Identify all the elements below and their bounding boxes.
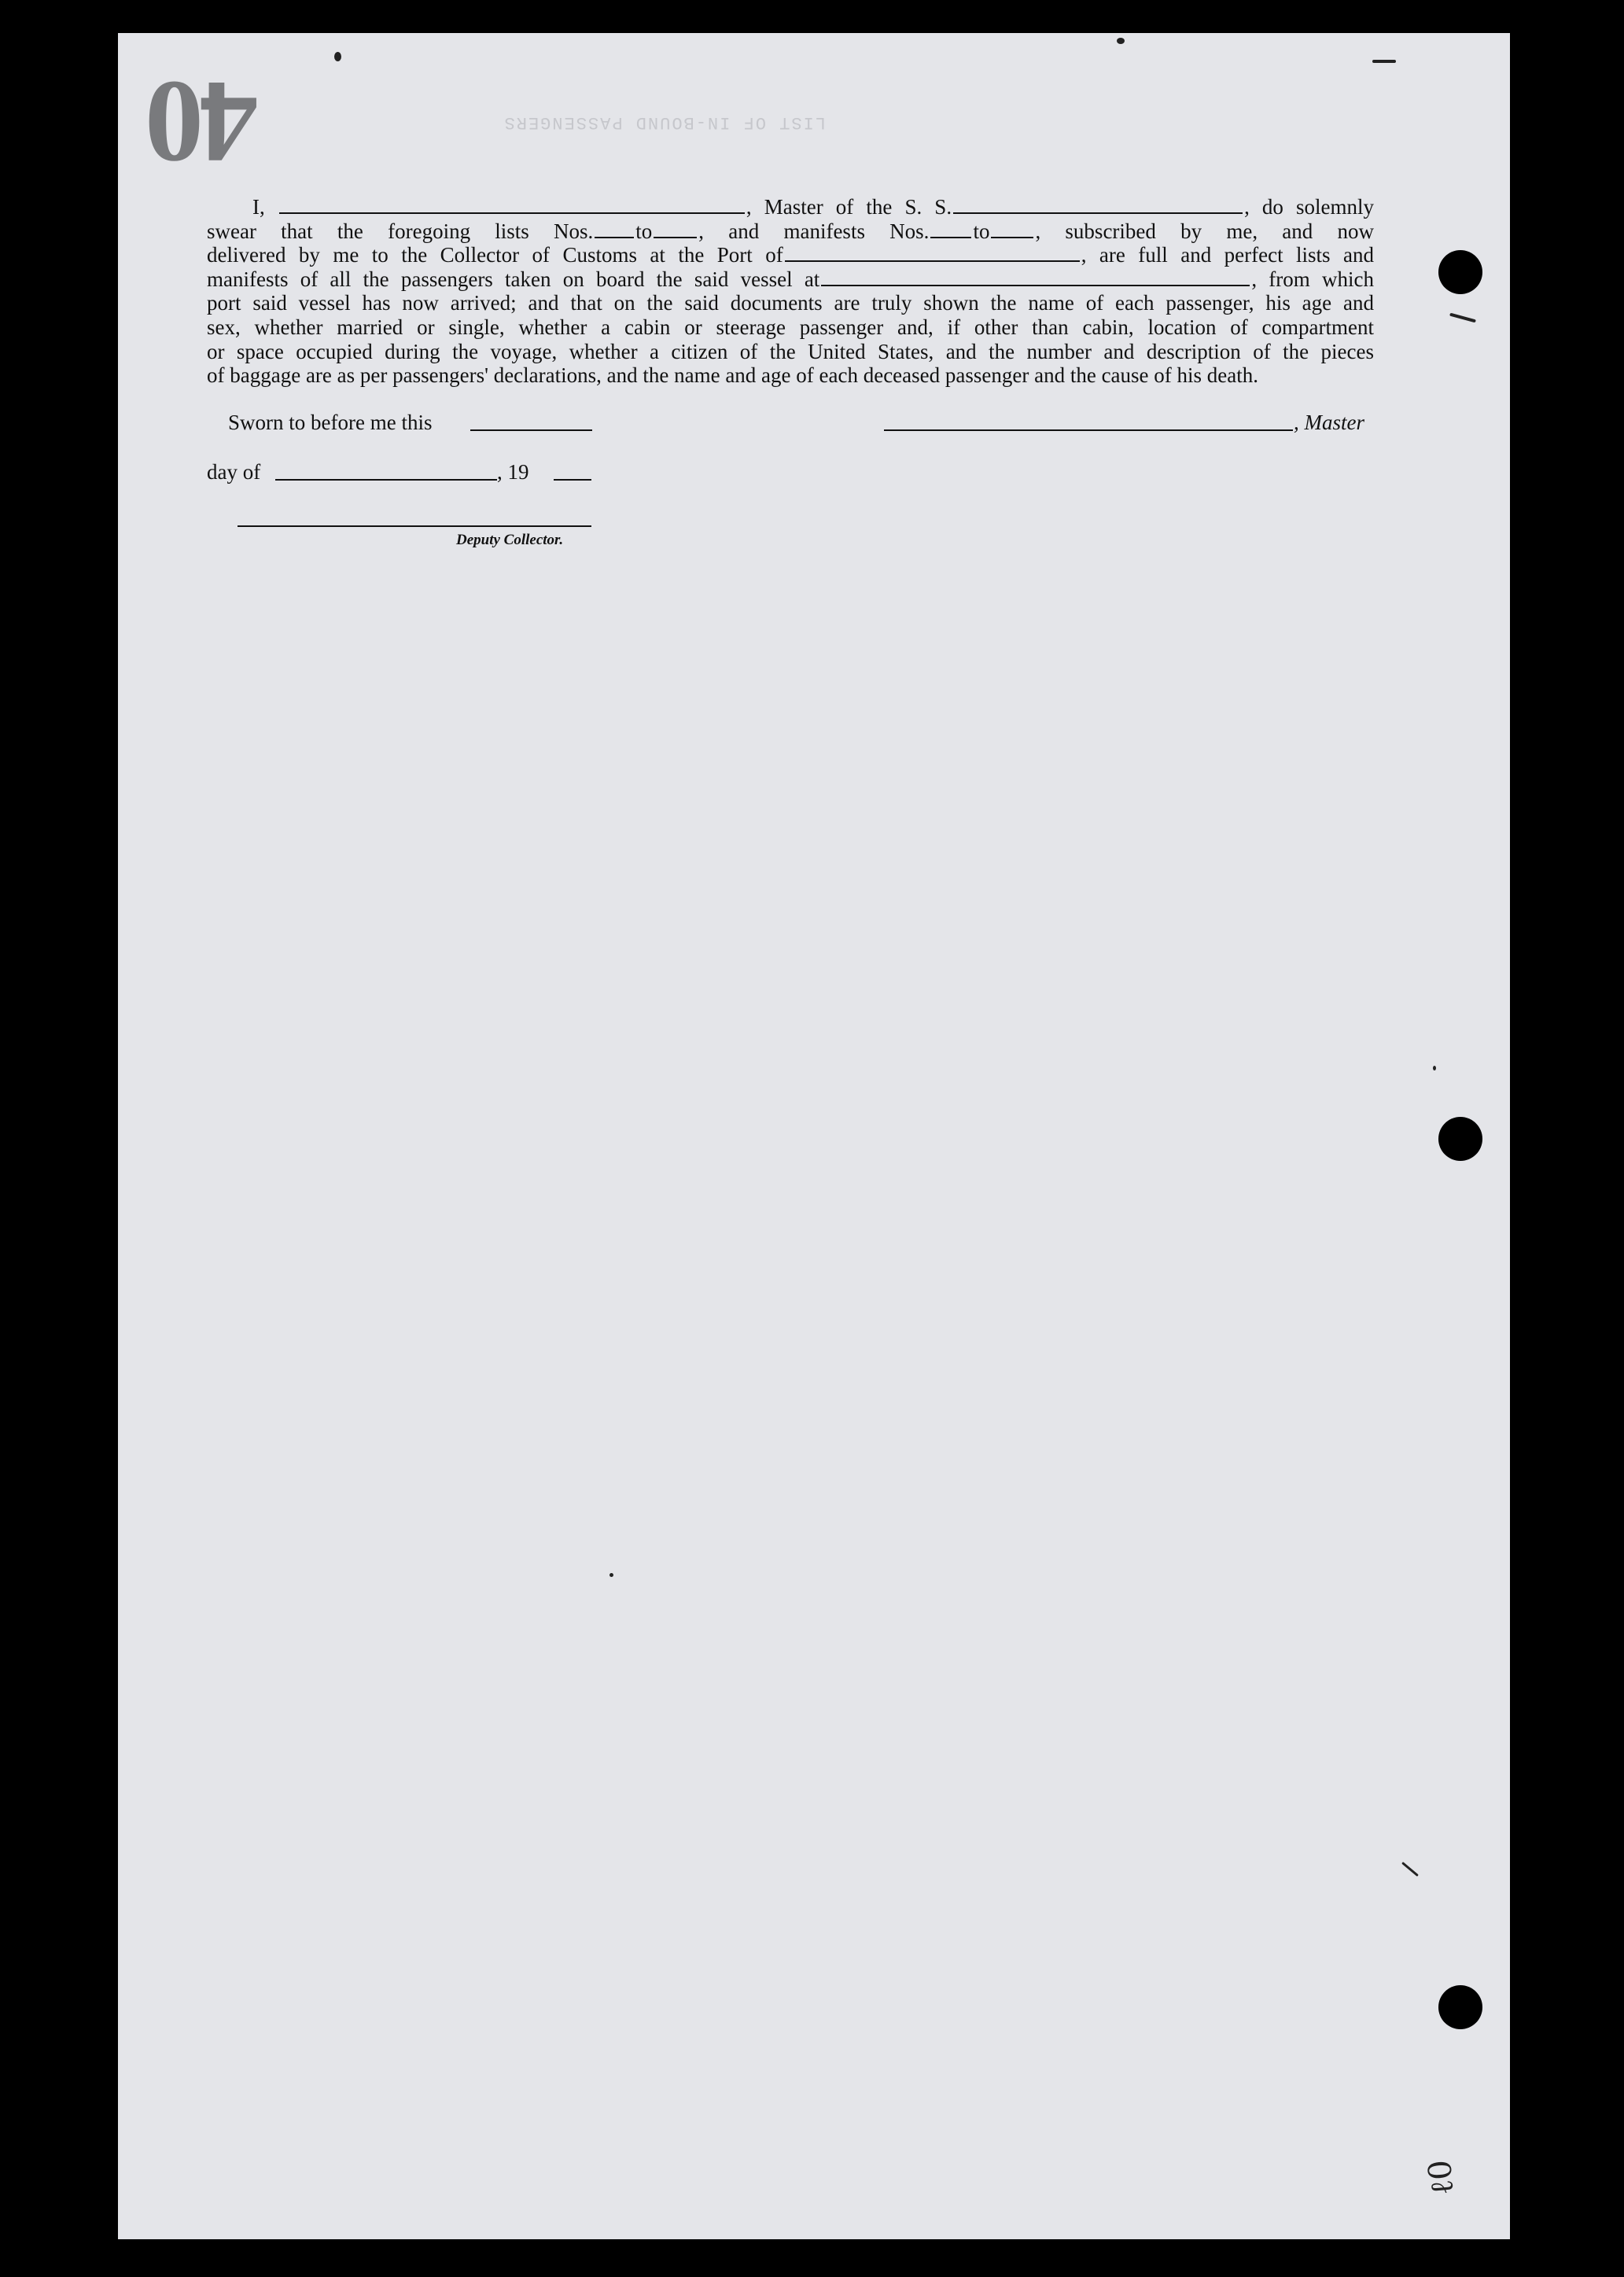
oath-line-8: of baggage are as per passengers' declarations, and the name and age of each deceased passenger and the cause of his death. [207,363,1259,388]
oath-paragraph [207,195,1374,388]
oath-line-3: delivered by me to the Collector of Customs at the Port of , are full and perfect lists and [207,243,1374,267]
blank-vessel-name [953,212,1243,214]
master-signature-line [884,429,1293,431]
oath-line-1: I, , Master of the S. S. , do solemnly [252,195,1375,219]
oath-line-7: or space occupied during the voyage, whether a citizen of the United States, and the number and description of the pieces [207,339,1374,363]
sworn-label: Sworn to before me this [228,411,433,434]
punch-hole-top [1438,250,1482,294]
oath-line-4: manifests of all the passengers taken on board the said vessel at , from which [207,267,1374,291]
oath-line-6: sex, whether married or single, whether a cabin or steerage passenger and, if other than cabin, location of compartment [207,315,1374,339]
deputy-signature-line [238,525,591,527]
bleed-through-heading: LIST OF IN-BOUND PASSENGERS [503,112,826,132]
oath-line-2: swear that the foregoing lists Nos. to , and manifests Nos. to , subscribed by me, and now [207,219,1374,243]
punch-hole-bottom [1438,1985,1482,2029]
deputy-collector-label: Deputy Collector. [456,532,564,548]
punch-hole-middle [1438,1117,1482,1161]
year-line [554,479,591,481]
blank-port-of-departure [821,285,1250,286]
day-of-label: day of [207,460,261,484]
year-prefix: , 19 [497,460,529,484]
blank-master-name [279,212,745,214]
sworn-day-line [470,429,592,431]
page-number-stamp: 40 [149,57,258,187]
month-line [275,479,497,481]
handwritten-mark: ℓ0 [1421,2158,1461,2197]
oath-line-5: port said vessel has now arrived; and that on the said documents are truly shown the name of each passenger, his age and [207,291,1374,315]
blank-port-of-arrival [785,260,1080,262]
master-label: , Master [1294,411,1364,434]
